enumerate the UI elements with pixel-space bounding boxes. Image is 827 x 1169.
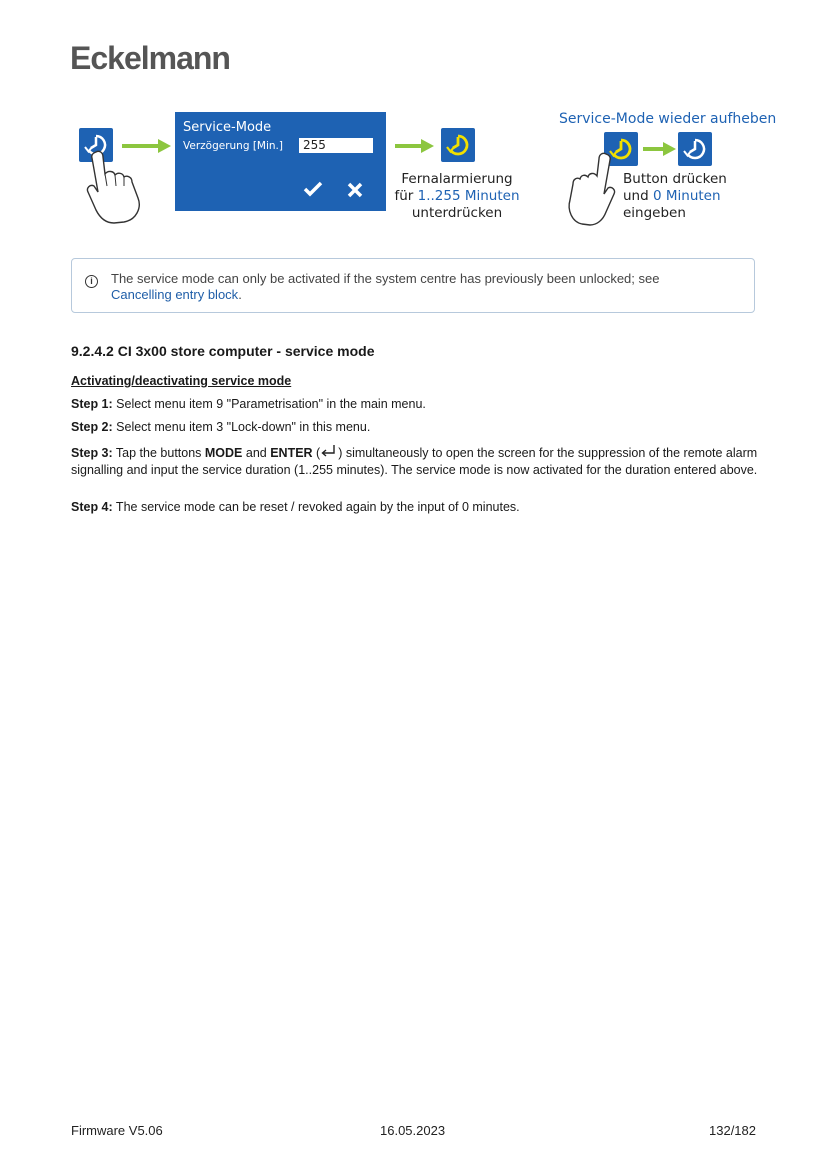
footer-date: 16.05.2023	[380, 1123, 446, 1138]
step-3	[71, 444, 761, 478]
step-text: ) simultaneously to open the screen for the suppression of the remote alarm signalling and input the service duration (1..255 minutes). The service mode is now activated for the duration entered above.	[71, 446, 758, 477]
step-text: and	[242, 446, 271, 460]
service-mode-icon	[678, 132, 712, 166]
step-text: The service mode can be reset / revoked again by the input of 0 minutes.	[112, 500, 520, 514]
enter-key: ENTER	[270, 446, 313, 460]
step-1	[71, 396, 761, 412]
service-mode-figure	[0, 0, 827, 240]
screen-title: Service-Mode	[183, 120, 272, 135]
info-text-suffix: .	[238, 287, 242, 302]
service-mode-screen	[175, 112, 386, 211]
close-icon[interactable]	[347, 182, 363, 203]
caption-line: Button drücken	[623, 171, 727, 187]
caption-line	[623, 188, 753, 205]
caption-suppress-alarm	[392, 171, 522, 222]
pointing-hand-icon	[78, 148, 150, 229]
step-label: Step 1:	[71, 397, 113, 411]
step-text: (	[312, 446, 321, 460]
mode-key: MODE	[204, 446, 243, 460]
section-subheading: Activating/deactivating service mode	[71, 374, 292, 388]
pointing-hand-icon	[562, 150, 622, 231]
eckelmann-logo: Eckelmann	[70, 40, 230, 76]
step-text: Tap the buttons	[112, 446, 205, 460]
caption-highlight: 0 Minuten	[652, 188, 721, 204]
step-text: Select menu item 3 "Lock-down" in this menu.	[112, 420, 371, 434]
info-note-text	[111, 271, 741, 303]
arrow-right-icon	[643, 141, 677, 162]
step-text: Select menu item 9 "Parametrisation" in the main menu.	[112, 397, 426, 411]
step-4	[71, 499, 761, 515]
step-label: Step 4:	[71, 500, 113, 514]
footer-firmware: Firmware V5.06	[71, 1123, 163, 1138]
step-2	[71, 419, 761, 435]
info-icon: i	[85, 275, 98, 288]
caption-reset	[623, 171, 753, 222]
service-off-heading: Service-Mode wieder aufheben	[559, 111, 777, 127]
cancelling-entry-block-link[interactable]: Cancelling entry block	[111, 287, 239, 302]
delay-minutes-input[interactable]: 255	[299, 138, 373, 153]
caption-text: und	[623, 188, 653, 204]
info-text: The service mode can only be activated if the system centre has previously been unlocked; see	[111, 271, 660, 286]
arrow-right-icon	[122, 138, 172, 159]
arrow-right-icon	[395, 138, 435, 159]
caption-text: für	[394, 188, 418, 204]
caption-line: Fernalarmierung	[401, 171, 513, 187]
caption-line: eingeben	[623, 205, 686, 221]
step-label: Step 2:	[71, 420, 113, 434]
caption-line	[392, 188, 522, 205]
step-label: Step 3:	[71, 446, 113, 460]
check-icon[interactable]	[303, 180, 323, 203]
caption-line: unterdrücken	[411, 205, 503, 221]
delay-label: Verzögerung [Min.]	[183, 140, 283, 152]
enter-key-icon	[320, 444, 338, 462]
section-heading: 9.2.4.2 CI 3x00 store computer - service mode	[71, 343, 375, 359]
caption-highlight: 1..255 Minuten	[417, 188, 520, 204]
service-mode-active-icon	[441, 128, 475, 162]
info-note-box	[71, 258, 755, 313]
footer-page-number: 132/182	[709, 1123, 756, 1138]
